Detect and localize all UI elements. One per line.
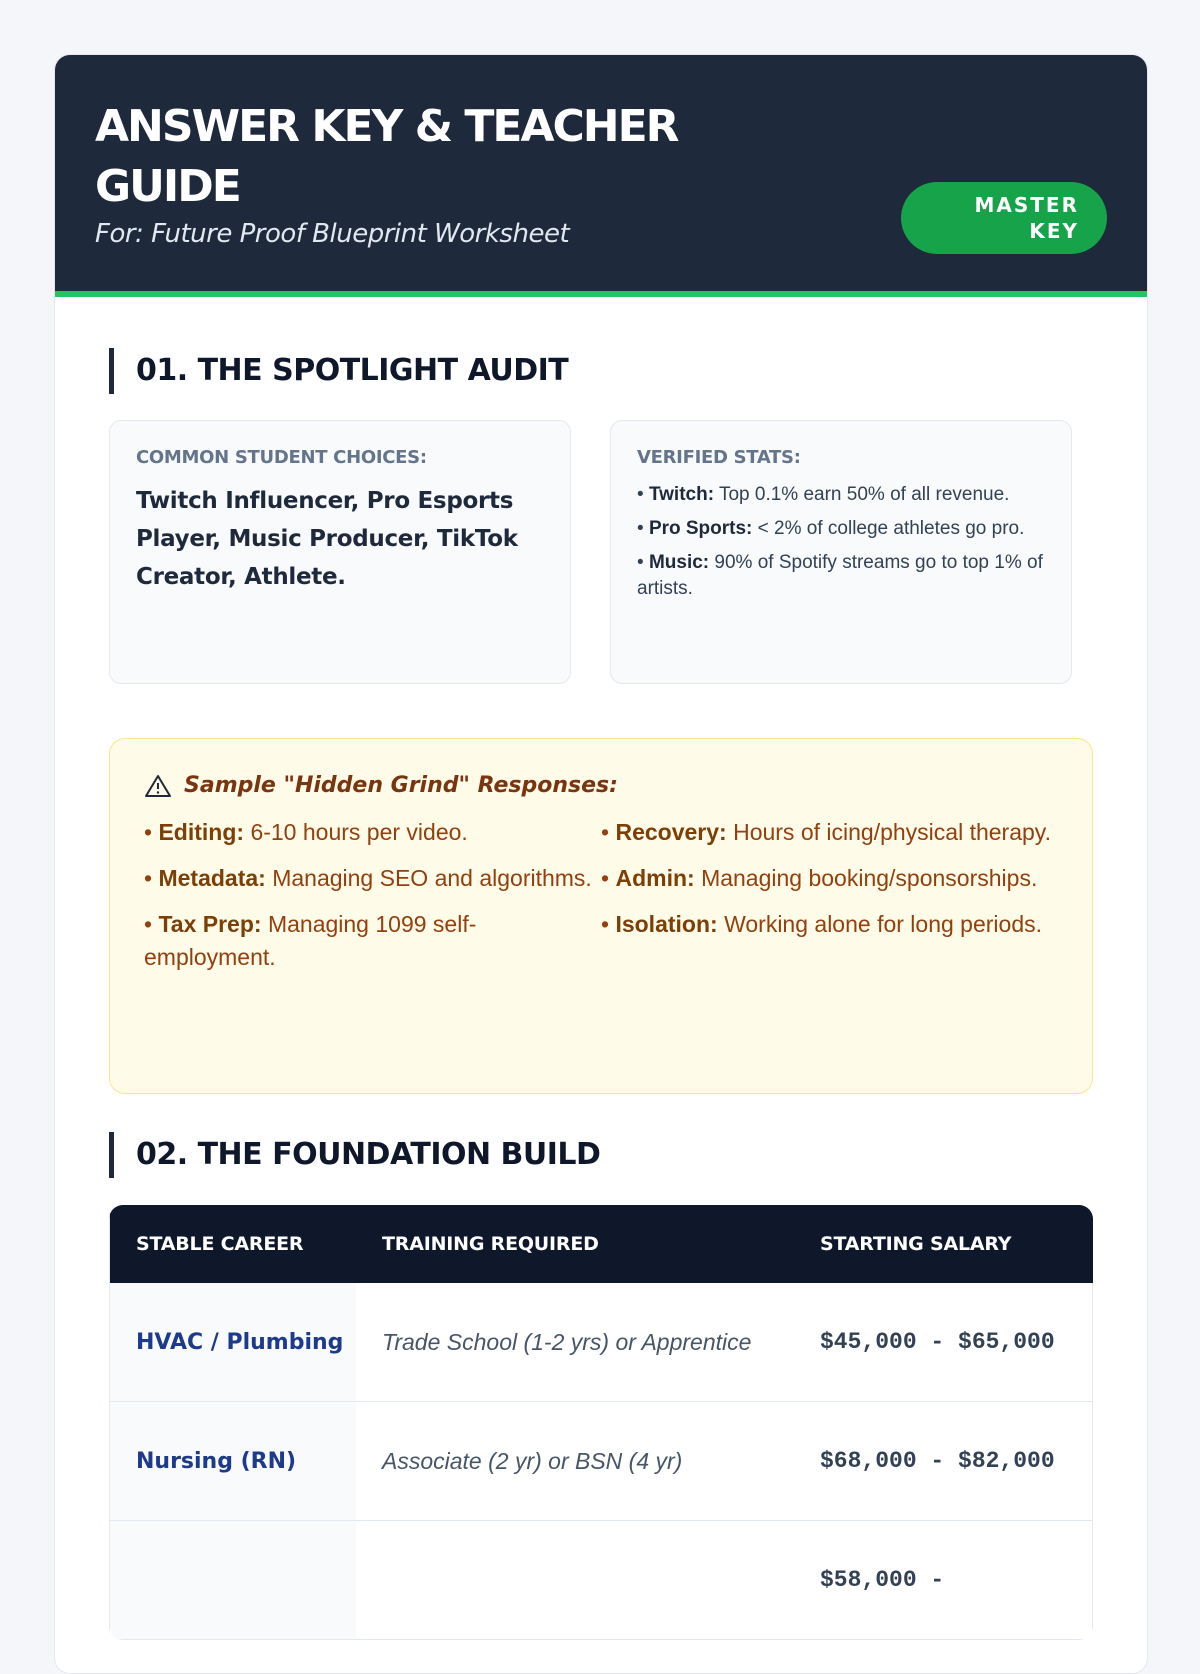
training-cell: Trade School (1-2 yrs) or Apprentice (356, 1283, 794, 1402)
verified-stats-box (610, 420, 1072, 684)
grind-item: • Isolation: Working alone for long periods. (601, 911, 1043, 937)
training-cell: Associate (2 yr) or BSN (4 yr) (356, 1402, 794, 1521)
section-title-foundation: 02. THE FOUNDATION BUILD (109, 1132, 600, 1178)
table-row (109, 1402, 1093, 1521)
column-header: STARTING SALARY (794, 1205, 1093, 1283)
salary-cell: $58,000 - (794, 1521, 1093, 1640)
career-cell: Nursing (RN) (109, 1402, 356, 1521)
career-cell (109, 1521, 356, 1640)
grind-item: • Metadata: Managing SEO and algorithms. (144, 865, 592, 891)
badge-line-1: MASTER (974, 193, 1079, 217)
table-row (109, 1521, 1093, 1640)
choices-label: COMMON STUDENT CHOICES: (136, 447, 427, 468)
career-cell: HVAC / Plumbing (109, 1283, 356, 1402)
stats-label: VERIFIED STATS: (637, 447, 801, 468)
grind-item: • Admin: Managing booking/sponsorships. (601, 865, 1038, 891)
page-header (55, 55, 1147, 297)
badge-line-2: KEY (1029, 219, 1079, 243)
grind-item: • Recovery: Hours of icing/physical therapy. (601, 819, 1051, 845)
table-header-row (109, 1205, 1093, 1283)
salary-cell: $45,000 - $65,000 (794, 1283, 1093, 1402)
master-key-badge (901, 182, 1107, 254)
table-row (109, 1283, 1093, 1402)
grind-left-column (144, 816, 601, 987)
stat-item: • Twitch: Top 0.1% earn 50% of all revenue. (637, 484, 1010, 505)
page-title: ANSWER KEY & TEACHER GUIDE (95, 101, 678, 212)
section-title-spotlight: 01. THE SPOTLIGHT AUDIT (109, 348, 568, 394)
grind-item: • Tax Prep: Managing 1099 self-employment. (144, 911, 477, 970)
warning-triangle-icon (144, 774, 172, 798)
hidden-grind-box (109, 738, 1093, 1094)
column-header: STABLE CAREER (109, 1205, 356, 1283)
page-subtitle: For: Future Proof Blueprint Worksheet (95, 219, 570, 249)
student-choices-box (109, 420, 571, 684)
answer-key-card (54, 54, 1148, 1674)
stat-item: • Music: 90% of Spotify streams go to top 1% of artists. (637, 552, 1043, 599)
choices-text: Twitch Influencer, Pro Esports Player, Music Producer, TikTok Creator, Athlete. (136, 488, 518, 590)
hidden-grind-title-row (144, 773, 1058, 798)
stat-item: • Pro Sports: < 2% of college athletes go pro. (637, 518, 1025, 539)
training-cell (356, 1521, 794, 1640)
hidden-grind-title: Sample "Hidden Grind" Responses: (184, 773, 618, 798)
careers-table (109, 1205, 1093, 1640)
column-header: TRAINING REQUIRED (356, 1205, 794, 1283)
grind-right-column (601, 816, 1058, 987)
grind-item: • Editing: 6-10 hours per video. (144, 819, 468, 845)
salary-cell: $68,000 - $82,000 (794, 1402, 1093, 1521)
